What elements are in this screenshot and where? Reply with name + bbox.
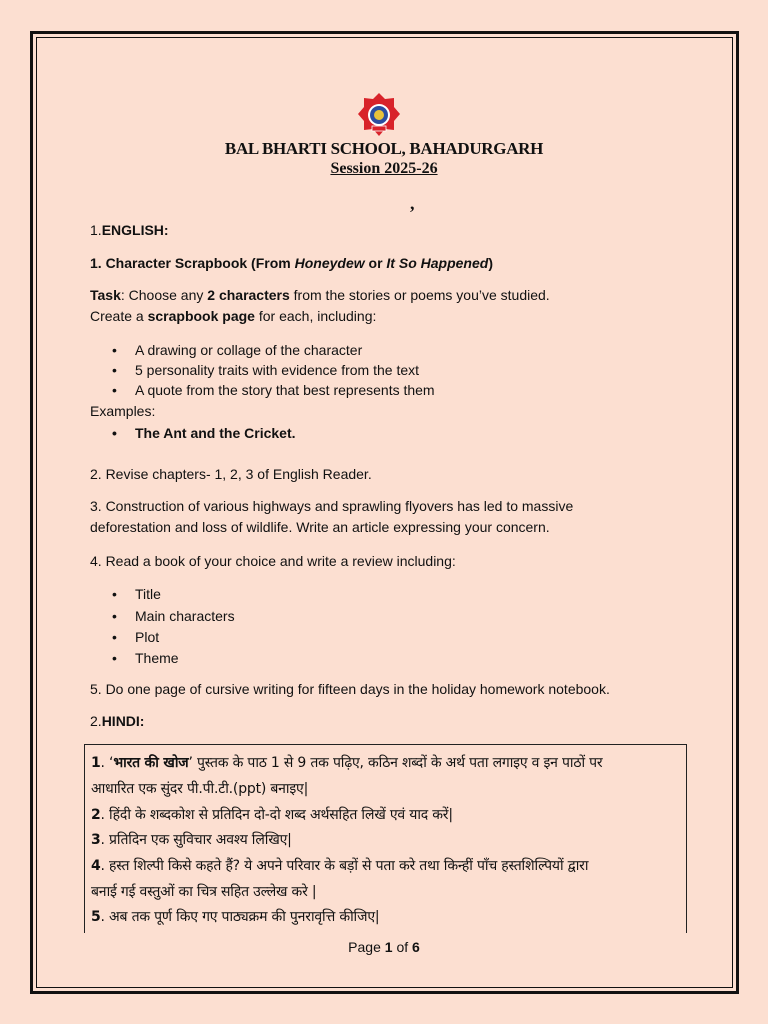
task1-line2-part: for each, including: (254, 308, 377, 324)
bullet-icon: • (112, 362, 117, 378)
task3-line2: deforestation and loss of wildlife. Write an article expressing your concern. (90, 519, 550, 535)
hindi-text: . हस्त शिल्पी किसे कहते हैं? ये अपने परिवार के बड़ों से पता करे तथा किन्हीं पाँच हस्तशिल्पियों द्वारा (100, 858, 589, 874)
list-item (112, 423, 296, 444)
hindi-book-title: भारत की खोज (113, 755, 189, 771)
task1-book-it-so-happened: It So Happened (386, 255, 489, 271)
bullet-icon: • (112, 629, 117, 645)
stray-mark: , (410, 193, 415, 213)
task1-title-part: ) (488, 255, 493, 271)
task3-line1: 3. Construction of various highways and sprawling flyovers has led to massive (90, 498, 574, 514)
task1-title-part: or (364, 255, 387, 271)
hindi-line-1 (91, 750, 602, 776)
list-item (112, 648, 179, 669)
task1-book-honeydew: Honeydew (294, 255, 365, 271)
hindi-heading (90, 711, 144, 732)
school-name: BAL BHARTI SCHOOL, BAHADURGARH (224, 139, 544, 158)
hindi-text: . प्रतिदिन एक सुविचार अवश्य लिखिए| (100, 832, 292, 848)
task1-line1-bold: 2 characters (207, 287, 290, 303)
task5: 5. Do one page of cursive writing for fifteen days in the holiday homework notebook. (90, 681, 610, 697)
bullet-icon: • (112, 425, 117, 441)
hindi-heading-number: 2. (90, 713, 102, 729)
examples-label: Examples: (90, 403, 156, 419)
hindi-item-number: 3 (91, 832, 101, 848)
bullet-icon: • (112, 650, 117, 666)
hindi-item-number: 4 (91, 858, 101, 874)
hindi-line-3 (91, 827, 292, 853)
task1-title (90, 253, 493, 274)
english-heading-number: 1. (90, 222, 102, 238)
review-item: Title (135, 586, 161, 602)
list-item (112, 584, 161, 605)
review-item: Main characters (135, 608, 235, 624)
hindi-task-box (84, 744, 687, 933)
hindi-item-number: 1 (91, 755, 101, 771)
bullet-icon: • (112, 382, 117, 398)
task1-line2 (90, 306, 376, 327)
example-item: The Ant and the Cricket. (135, 425, 296, 441)
hindi-text: ’ पुस्तक के पाठ 1 से 9 तक पढ़िए, कठिन शब्दों के अर्थ पता लगाइए व इन पाठों पर (188, 755, 603, 771)
list-item (112, 606, 235, 627)
hindi-heading-text: HINDI: (101, 713, 145, 729)
review-item: Theme (135, 650, 179, 666)
task-label: Task (90, 287, 121, 303)
hindi-line-1-cont: आधारित एक सुंदर पी.पी.टी.(ppt) बनाइए| (91, 781, 309, 797)
task1-line2-bold: scrapbook page (147, 308, 255, 324)
hindi-text: . ‘ (100, 755, 114, 771)
english-heading (90, 220, 169, 241)
hindi-item-number: 5 (91, 909, 101, 925)
english-heading-text: ENGLISH: (101, 222, 169, 238)
task1-line2-part: Create a (90, 308, 148, 324)
list-item (112, 627, 160, 648)
list-item (112, 360, 420, 381)
scrapbook-item: A drawing or collage of the character (135, 342, 363, 358)
page-total: 6 (412, 939, 420, 955)
hindi-item-number: 2 (91, 807, 101, 823)
task1-title-part: 1. Character Scrapbook (From (90, 255, 295, 271)
task2: 2. Revise chapters- 1, 2, 3 of English Reader. (90, 466, 372, 482)
of-label: of (392, 939, 413, 955)
page-current: 1 (384, 939, 393, 955)
hindi-text: . हिंदी के शब्दकोश से प्रतिदिन दो-दो शब्द अर्थसहित लिखें एवं याद करें| (100, 807, 453, 823)
bullet-icon: • (112, 608, 117, 624)
school-logo (357, 92, 401, 138)
list-item (112, 380, 435, 401)
page-footer (0, 939, 768, 955)
scrapbook-item: A quote from the story that best represents them (135, 382, 435, 398)
page-label: Page (348, 939, 385, 955)
hindi-line-5 (91, 904, 379, 930)
hindi-line-4 (91, 853, 588, 879)
review-item: Plot (135, 629, 160, 645)
session-label: Session 2025-26 (330, 160, 438, 177)
task1-line1-part: : Choose any (120, 287, 208, 303)
task1-line1-part: from the stories or poems you’ve studied. (289, 287, 550, 303)
hindi-line-4-cont: बनाई गई वस्तुओं का चित्र सहित उल्लेख करे | (91, 884, 317, 900)
bullet-icon: • (112, 586, 117, 602)
list-item (112, 340, 363, 361)
scrapbook-item: 5 personality traits with evidence from the text (135, 362, 420, 378)
task1-line1 (90, 285, 550, 306)
hindi-text: . अब तक पूर्ण किए गए पाठ्यक्रम की पुनरावृत्ति कीजिए| (100, 909, 380, 925)
task4: 4. Read a book of your choice and write a review including: (90, 553, 456, 569)
hindi-line-2 (91, 802, 453, 828)
bullet-icon: • (112, 342, 117, 358)
